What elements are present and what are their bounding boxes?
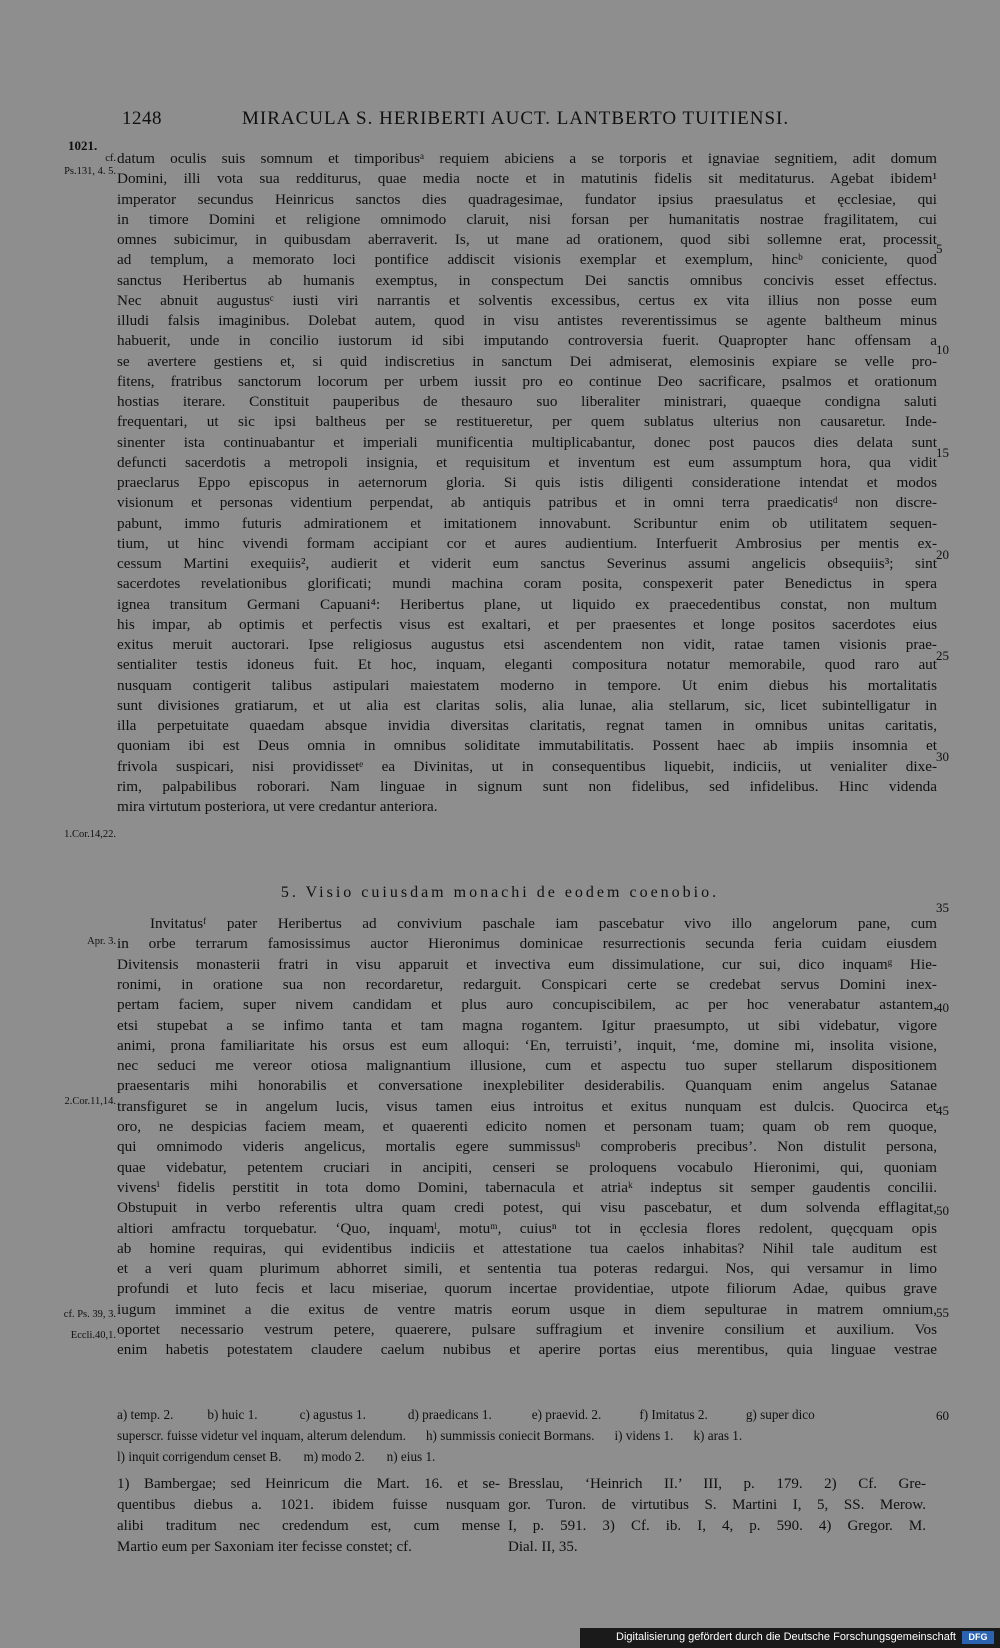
variant-notes: [117, 1404, 937, 1467]
variant-note: k) aras 1.: [693, 1428, 743, 1443]
body-line: imperator secundus Heinricus sanctos dies quadragesimae, fundator ipsius praesulatus et ęcclesiae, qui: [117, 190, 937, 208]
body-line: quoniam ibi est Deus omnia in omnibus soliditate immutabilitatis. Possent haec ab impiis insomnia et: [117, 737, 937, 755]
variant-note: d) praedicans 1.: [407, 1407, 492, 1422]
footnote-line: alibi traditum nec credendum est, cum mense: [117, 1518, 500, 1534]
footer-bar: [580, 1628, 1000, 1648]
body-line: defuncti sacerdotis a metropoli insignia, et requisitum et inventum est eum assumptum hora, qua vidit: [117, 453, 937, 471]
line-number: 5: [936, 241, 943, 256]
variant-note: f) Imitatus 2.: [639, 1407, 708, 1422]
footnote-line: quentibus diebus a. 1021. ibidem fuisse nusquam: [117, 1497, 500, 1513]
footnote-line: Martio eum per Saxoniam iter fecisse constet; cf.: [117, 1539, 412, 1555]
line-number: 35: [936, 900, 949, 915]
variant-notes-row: [117, 1446, 937, 1467]
body-line: Invitatusᶠ pater Heribertus ad convivium paschale iam pascebatur vivo illo angelorum pane, cum: [150, 915, 937, 932]
body-line: et a veri quam plurimum abhorret simili, et sententia tua poteras redargui. Nos, qui versamur in limo: [117, 1260, 937, 1278]
body-line: sacerdotes revelationibus glorificati; mundi machina coram posita, conspexerit pater Benedictus in spera: [117, 575, 937, 593]
body-line: se avertere gestiens et, si quid indiscretius in sanctum Dei admiserat, elemosinis expiare se velle pro-: [117, 352, 937, 370]
margin-1cor: 1.Cor.14,22.: [64, 829, 116, 840]
footer-text: Digitalisierung gefördert durch die Deutsche Forschungsgemeinschaft: [616, 1631, 956, 1643]
body-line: etsi stupebat a se infimo tanta et tam magna rogantem. Igitur praesumpto, ut sibi videbatur, vigore: [117, 1016, 937, 1034]
body-line: Divitensis monasterii fratri in visu apparuit et invectiva eum dissimulatione, cur sui, dico inquamᵍ Hie-: [117, 955, 937, 973]
variant-note: c) agustus 1.: [299, 1407, 366, 1422]
margin-year: 1021.: [68, 138, 98, 153]
body-line: oportet necessario vestrum petere, quaerere, pulsare suffragium et invenire consilium et auxilium. Vos: [117, 1321, 937, 1338]
body-line: ronimi, in oratione sua non recordaretur, redarguit. Conspicari certe se credebat servus Domini inex-: [117, 975, 937, 993]
body-line: animi, prona familiaritate his orsus est eum alloqui: ‘En, terruisti’, inquit, ‘me, domine mi, insolita visione,: [117, 1036, 937, 1054]
footnote-line: Bresslau, ‘Heinrich II.’ III, p. 179. 2) Cf. Gre-: [508, 1476, 926, 1492]
line-number: 60: [936, 1408, 949, 1423]
body-line: profundi et luto fecis et lacu miseriae, quorum incertae providentiae, utpote filiorum Adae, quibus grave: [117, 1280, 937, 1298]
body-line: oro, ne despicias faciem meam, et quaerenti edicito nomen et personam tuam; quam ob rem quoque,: [117, 1118, 937, 1135]
body-line: sunt divisiones gratiarum, et ut alia est claritas solis, alia lunae, alia stellarum, sic, licet subintelligatur in: [117, 696, 937, 714]
body-line: ignea transitum Germani Capuani⁴: Heribertus plane, ut liquido ex praecedentibus constat, non multum: [117, 595, 937, 613]
body-line: sentialiter testis idoneus fuit. Et hoc, inquam, eleganti compositura notatur memorabile, quod raro aut: [117, 656, 937, 674]
body-line: mira virtutum posteriora, ut vere credantur anteriora.: [117, 798, 438, 815]
body-line: pertam faciem, super nivem candidam et plus auro concupiscibilem, ac per hoc venerabatur astantem,: [117, 996, 937, 1014]
body-line: in timore Domini et religione omnimodo claruit, nisi forsan per humanitatis nostrae fragilitatem, cui: [117, 210, 937, 228]
section-title: 5. Visio cuiusdam monachi de eodem coenobio.: [280, 884, 720, 901]
running-header: [0, 108, 1000, 138]
body-line: pabunt, immo futuris admirationem et imitationem innovabunt. Scribuntur enim ob utilitatem sequen-: [117, 514, 937, 532]
body-line: fitens, fratribus sanctorum locorum per urbem iussit pro eo continue Deo sacrificare, psalmos et orationum: [117, 372, 937, 390]
margin-ps39: cf. Ps. 39, 3.: [63, 1309, 116, 1320]
margin-ps131: Ps.131, 4. 5.: [64, 166, 116, 177]
body-line: altiori amfractu torquebatur. ‘Quo, inquamˡ, motuᵐ, cuiusⁿ tot in ęcclesia flores redolent, quęcquam opis: [117, 1219, 937, 1237]
body-line: in orbe terrarum famosissimus auctor Hieronimus dominicae resurrectionis secunda feria cuidam eiusdem: [117, 935, 937, 953]
page-number: 1248: [122, 108, 162, 129]
margin-apr: Apr. 3.: [87, 936, 116, 947]
margin-cf: cf.: [105, 153, 116, 164]
line-number: 50: [936, 1203, 949, 1218]
body-line: exitus meruit auctorari. Ipse religiosus augustus etsi ascendentem non vidit, ratae tamen visionis prae-: [117, 636, 937, 653]
body-line: sanctus Heribertus ab humanis exemptus, in conspectum Dei sanctis omnibus concivis esset effectus.: [117, 271, 937, 289]
variant-notes-row: [117, 1404, 937, 1425]
body-line: Obstupuit in verbo referentis ultra quam credi potest, qui visu pascebatur, et dum solvenda efflagitat,: [117, 1199, 937, 1217]
body-line: tium, ut hinc vivendi formam accipiant cor et aures audientium. Interfuerit Ambrosius per mentis ex-: [117, 534, 937, 552]
body-line: quae videbatur, petentem cruciari in ancipiti, censeri se proloquens vocabulo Hieronimi, qui, quoniam: [117, 1158, 937, 1176]
body-line: nec seduci me vereor otiosa malignantium illusione, cum et aspectu tuo super stellarum dispositionem: [117, 1057, 937, 1075]
body-line: Domini, illi vota sua redditurus, quae media nocte et in matutinis fidelis sit meditaturus. Agebat ibidem¹: [117, 170, 937, 188]
body-line: rim, palpabilibus roborari. Nam linguae in signum sunt non fidelibus, sed infidelibus. Hinc videnda: [117, 777, 937, 795]
margin-2cor: 2.Cor.11,14.: [64, 1096, 116, 1107]
line-number: 10: [936, 342, 949, 357]
body-line: visionum et personas videntium perpendat, ab antiquis patribus et in omni terra praedicatisᵈ non discre-: [117, 494, 937, 512]
body-line: frivola suspicari, nisi providissetᵉ ea Divinitas, ut in consequentibus liquebit, indiciis, ut venialiter dixe-: [117, 757, 937, 775]
line-number: 25: [936, 648, 949, 663]
body-line: illudi falsis imaginibus. Dolebat autem, quod in visu antistes reverentissimus se agente baltheum minus: [117, 312, 937, 329]
body-line: iugum imminet a die exitus de ventre matris eorum usque in diem sepulturae in matrem omnium,: [117, 1300, 937, 1318]
body-line: hostias iterare. Constituit pauperibus de thesauro suo liberaliter ministrari, quaeque condigna saluti: [117, 393, 937, 410]
body-line: qui omnimodo videris angelicus, mortalis egere summissusʰ comproberis precibus’. Non distulit persona,: [117, 1138, 937, 1156]
variant-note: a) temp. 2.: [117, 1407, 174, 1422]
line-number: 15: [936, 445, 949, 460]
running-title: MIRACULA S. HERIBERTI AUCT. LANTBERTO TUITIENSI.: [242, 108, 790, 129]
variant-note: l) inquit corrigendum censet B.: [117, 1449, 282, 1464]
body-line: cessum Martini exequiis², audierit et viderit eum sanctus Severinus assumi angelicis obsequiis³; sint: [117, 555, 937, 572]
variant-note: e) praevid. 2.: [531, 1407, 602, 1422]
body-line: his impar, ab optimis et perfectis visus est exaltari, et per praesentes et longe positos sacerdotes eius: [117, 615, 937, 633]
body-line: habuerit, unde in concilio iustorum id sibi imputando controversia fuerit. Quapropter hanc offensam a: [117, 332, 937, 350]
line-number: 55: [936, 1305, 949, 1320]
footnote-line: 1) Bambergae; sed Heinricum die Mart. 16. et se-: [117, 1476, 500, 1492]
body-line: Nec abnuit augustusᶜ iusti viri narrantis et solventis excessibus, certus ex vita illius non posse eum: [117, 291, 937, 309]
footnote-line: Dial. II, 35.: [508, 1539, 578, 1555]
body-line: datum oculis suis somnum et timporibusᵃ requiem abiciens a se torporis et ignaviae segnitiem, adit domum: [117, 150, 937, 167]
footnote-line: gor. Turon. de virtutibus S. Martini I, 5, SS. Merow.: [508, 1497, 926, 1513]
body-line: enim habetis potestatem claudere caelum nubibus et aperire portas eius merentibus, quia linguae vestrae: [117, 1341, 937, 1359]
body-line: ab homine requiras, qui evidentibus indiciis et attestatione tua caelos inhabitas? Nihil tale auditum est: [117, 1239, 937, 1257]
body-line: praesentaris mihi honorabilis et conversatione inexplebiliter desiderabilis. Quanquam enim angelus Satanae: [117, 1077, 937, 1095]
variant-note: b) huic 1.: [207, 1407, 258, 1422]
body-line: vivensⁱ fidelis perstitit in tota domo Domini, tabernacula et atriaᵏ indeptus sit semper gaudentis concilii.: [117, 1178, 937, 1196]
body-line: illa perpetuitate quaedam absque invidia diversitas claritatis, regnat tamen in omnibus unitas caritatis,: [117, 717, 937, 734]
variant-note: g) super dico: [745, 1407, 815, 1422]
line-number: 20: [936, 547, 949, 562]
line-number: 40: [936, 1000, 949, 1015]
variant-note: m) modo 2.: [303, 1449, 365, 1464]
variant-note: i) videns 1.: [614, 1428, 674, 1443]
dfg-logo: DFG: [962, 1631, 994, 1644]
line-number: 45: [936, 1103, 949, 1118]
body-line: ad templum, a memorato loci pontifice addiscit visionis exemplar et exemplum, hincᵇ coniciente, quod: [117, 251, 937, 269]
body-line: frequentari, ut sic ipsi baltheus per se restitueretur, per quem sublatus ulterius non causaretur. Inde-: [117, 413, 937, 431]
body-line: nusquam contigerit talibus astipulari maiestatem moderno in tempore. Ut enim diebus his mortalitatis: [117, 676, 937, 694]
line-number: 30: [936, 749, 949, 764]
variant-note: h) summissis coniecit Bormans.: [425, 1428, 595, 1443]
body-line: omnes subicimur, in quibusdam aberraverit. Is, ut mane ad orationem, quod sibi sollemne erat, processit: [117, 231, 937, 248]
footnote-line: I, p. 591. 3) Cf. ib. I, 4, p. 590. 4) Gregor. M.: [508, 1518, 926, 1534]
variant-note: superscr. fuisse videtur vel inquam, alterum delendum.: [117, 1428, 406, 1443]
body-line: sinenter ista continuabantur et imperiali munificentia multiplicabantur, donec post paucos dies delata sunt: [117, 433, 937, 451]
variant-notes-row: [117, 1425, 937, 1446]
body-line: transfiguret se in angelum lucis, visus tamen eius introitus et exitus nunquam est dulcis. Quocirca et: [117, 1097, 937, 1115]
body-line: praeclarus Eppo episcopus in aeternorum gloria. Si quis istis diligenti consideratione intendat et modos: [117, 474, 937, 491]
variant-note: n) eius 1.: [386, 1449, 436, 1464]
margin-eccli: Eccli.40,1.: [70, 1330, 116, 1341]
